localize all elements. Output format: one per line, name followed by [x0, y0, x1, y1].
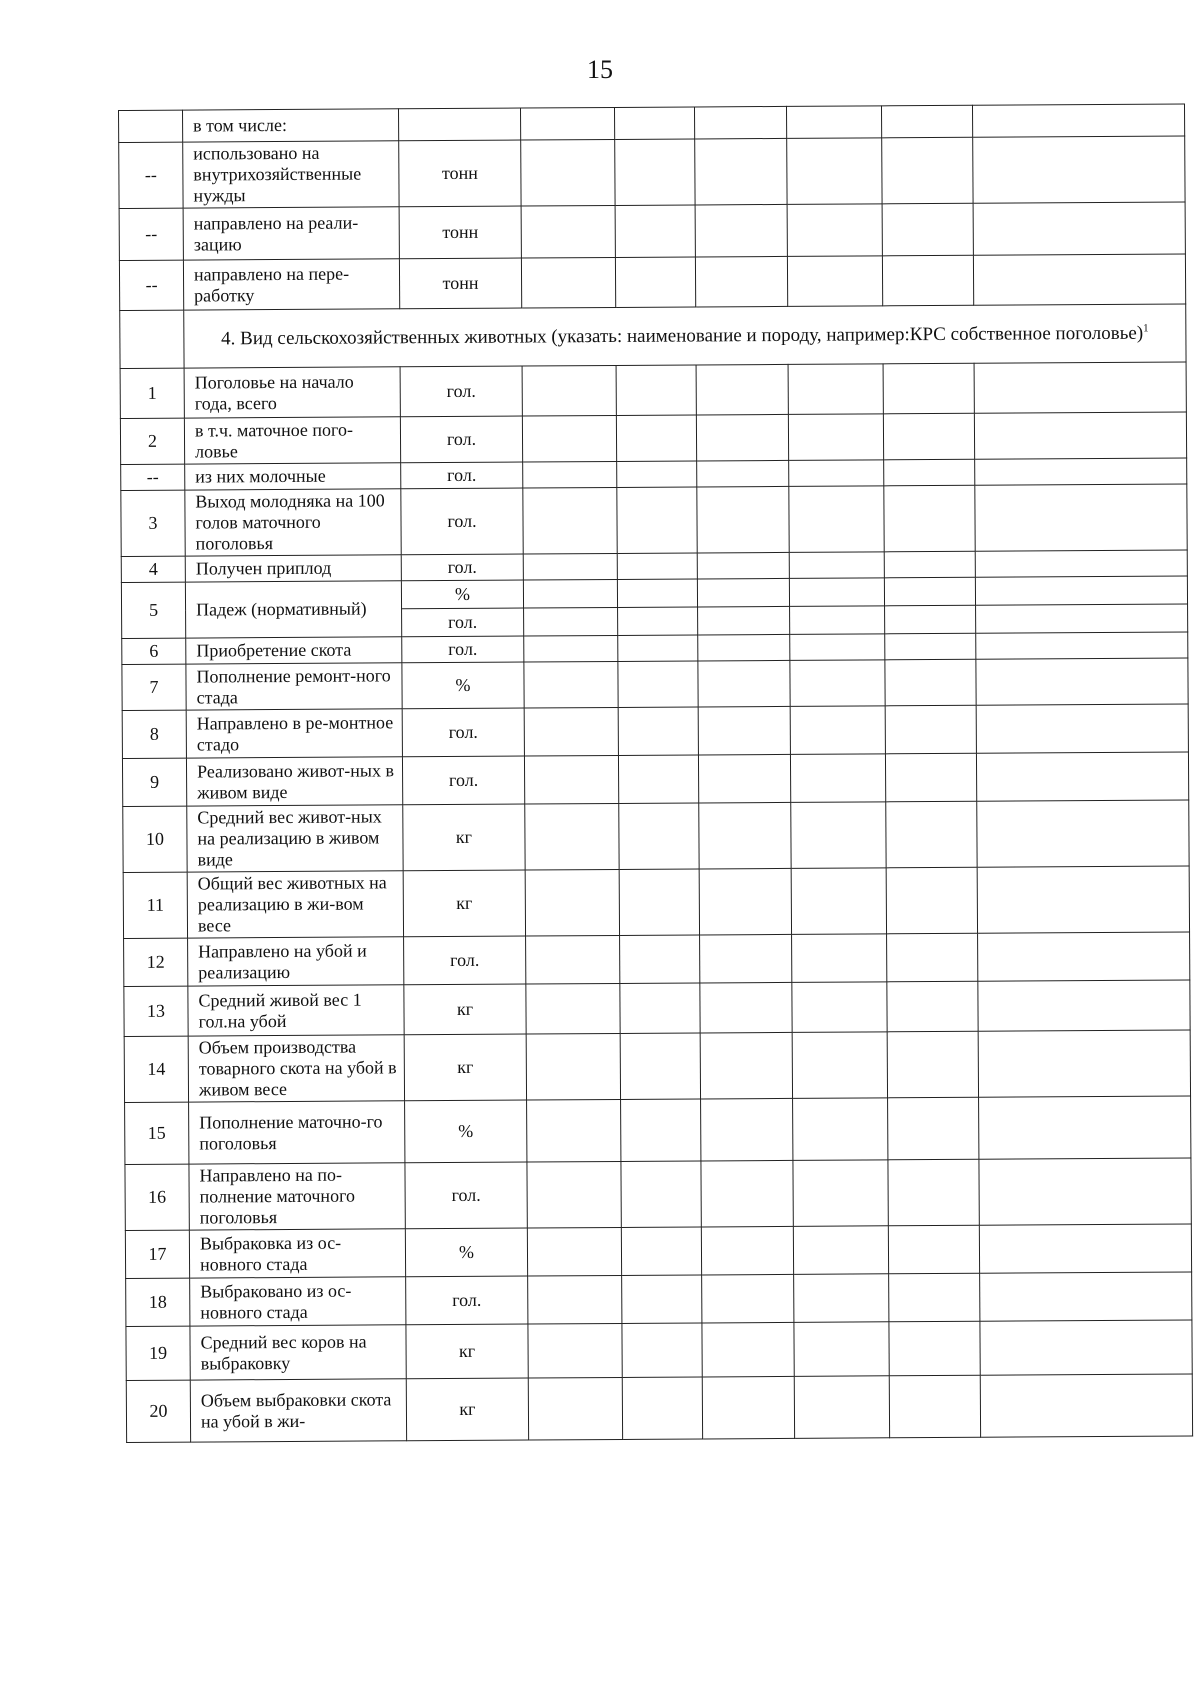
value-cell[interactable]: [979, 1224, 1191, 1273]
value-cell[interactable]: [882, 137, 973, 204]
value-cell[interactable]: [791, 802, 886, 869]
value-cell[interactable]: [615, 139, 695, 205]
indicator-name: Средний живой вес 1 гол.на убой: [188, 985, 404, 1036]
value-cell[interactable]: [885, 705, 976, 754]
value-cell[interactable]: [523, 553, 617, 580]
table-row: [124, 932, 1190, 987]
value-cell[interactable]: [794, 1376, 889, 1439]
value-cell[interactable]: [620, 1033, 700, 1099]
unit-cell: гол.: [400, 416, 522, 463]
value-cell[interactable]: [976, 632, 1188, 659]
value-cell[interactable]: [975, 576, 1187, 605]
indicator-name: в т.ч. маточное пого-ловье: [184, 417, 400, 464]
table-row: [124, 980, 1190, 1037]
value-cell[interactable]: [618, 755, 698, 803]
value-cell[interactable]: [790, 606, 885, 635]
value-cell[interactable]: [792, 1032, 887, 1099]
value-cell[interactable]: [616, 365, 696, 415]
value-cell[interactable]: [698, 706, 790, 755]
value-cell[interactable]: [617, 553, 697, 579]
value-cell[interactable]: [792, 934, 887, 983]
value-cell[interactable]: [789, 486, 884, 553]
indicator-name: Направлено в ре-монтное стадо: [186, 709, 402, 758]
value-cell[interactable]: [980, 1320, 1192, 1375]
value-cell[interactable]: [884, 459, 975, 486]
indicator-name: Получен приплод: [185, 555, 401, 582]
value-cell[interactable]: [976, 752, 1188, 801]
value-cell[interactable]: [884, 485, 975, 552]
value-cell[interactable]: [974, 362, 1186, 413]
value-cell[interactable]: [885, 633, 976, 660]
value-cell[interactable]: [701, 1226, 793, 1275]
value-cell[interactable]: [974, 412, 1186, 459]
table-row: [120, 362, 1186, 419]
value-cell[interactable]: [697, 552, 789, 579]
value-cell[interactable]: [702, 1322, 794, 1377]
value-cell[interactable]: [527, 1099, 621, 1162]
value-cell[interactable]: [619, 803, 699, 869]
value-cell[interactable]: [614, 107, 694, 139]
table-row: [121, 484, 1187, 557]
value-cell[interactable]: [973, 136, 1185, 203]
row-number: 3: [121, 490, 185, 556]
value-cell[interactable]: [698, 634, 790, 661]
section-header-row: [120, 304, 1186, 369]
indicator-name: направлено на пере-работку: [183, 259, 399, 310]
value-cell[interactable]: [786, 106, 881, 139]
value-cell[interactable]: [794, 1322, 889, 1377]
value-cell[interactable]: [790, 706, 885, 755]
value-cell[interactable]: [617, 487, 697, 553]
row-number: [119, 110, 183, 142]
indicator-name: Направлено на убой и реализацию: [188, 937, 404, 986]
value-cell[interactable]: [883, 413, 974, 460]
row-number: 13: [124, 986, 188, 1036]
indicator-name: Средний вес коров на выбраковку: [190, 1325, 406, 1380]
row-number: 11: [123, 872, 187, 938]
value-cell[interactable]: [526, 983, 620, 1034]
unit-cell: гол.: [401, 462, 523, 489]
value-cell[interactable]: [881, 105, 972, 138]
table-row: [125, 1158, 1191, 1231]
table-row: [126, 1374, 1192, 1443]
indicator-name: использовано на внутрихозяйственные нужды: [183, 141, 399, 208]
value-cell[interactable]: [521, 139, 615, 206]
value-cell[interactable]: [616, 415, 696, 461]
value-cell[interactable]: [617, 579, 697, 607]
value-cell[interactable]: [792, 982, 887, 1033]
indicator-name: Объем выбраковки скота на убой в жи-: [190, 1379, 406, 1442]
indicator-name: Пополнение маточно-го поголовья: [189, 1101, 405, 1164]
value-cell[interactable]: [700, 982, 792, 1033]
value-cell[interactable]: [528, 1377, 622, 1440]
value-cell[interactable]: [700, 1032, 792, 1099]
row-number: 6: [122, 638, 186, 664]
row-number: 14: [124, 1036, 188, 1102]
value-cell[interactable]: [791, 868, 886, 935]
unit-cell: %: [405, 1228, 527, 1277]
value-cell[interactable]: [618, 707, 698, 755]
value-cell[interactable]: [889, 1321, 980, 1376]
value-cell[interactable]: [975, 458, 1187, 485]
value-cell[interactable]: [975, 550, 1187, 577]
value-cell[interactable]: [702, 1376, 794, 1439]
value-cell[interactable]: [977, 866, 1189, 933]
indicator-name: Выбраковано из ос-новного стада: [190, 1277, 406, 1326]
value-cell[interactable]: [888, 1097, 979, 1160]
value-cell[interactable]: [520, 107, 614, 140]
unit-cell: %: [402, 662, 524, 709]
value-cell[interactable]: [525, 803, 619, 870]
indicator-name: Реализовано живот-ных в живом виде: [186, 757, 402, 806]
value-cell[interactable]: [979, 1096, 1191, 1159]
value-cell[interactable]: [793, 1226, 888, 1275]
row-number: --: [121, 464, 185, 490]
indicator-name: направлено на реали-зацию: [183, 207, 399, 260]
row-number: 12: [124, 938, 188, 986]
value-cell[interactable]: [698, 660, 790, 707]
unit-cell: тонн: [399, 206, 521, 259]
indicator-name: Выбраковка из ос-новного стада: [189, 1229, 405, 1278]
table-row: [122, 752, 1188, 807]
value-cell[interactable]: [882, 255, 973, 306]
indicator-name: Направлено на по-полнение маточного поголовья: [189, 1163, 405, 1230]
value-cell[interactable]: [696, 364, 788, 415]
value-cell[interactable]: [697, 460, 789, 487]
value-cell[interactable]: [888, 1225, 979, 1274]
value-cell[interactable]: [522, 415, 616, 462]
unit-cell: кг: [403, 870, 525, 937]
value-cell[interactable]: [521, 205, 615, 258]
value-cell[interactable]: [528, 1275, 622, 1324]
value-cell[interactable]: [789, 578, 884, 607]
value-cell[interactable]: [702, 1274, 794, 1323]
value-cell[interactable]: [524, 661, 618, 708]
unit-cell: гол.: [404, 936, 526, 985]
value-cell[interactable]: [889, 1273, 980, 1322]
value-cell[interactable]: [528, 1323, 622, 1378]
table-row: [123, 800, 1189, 873]
row-number: 4: [121, 556, 185, 582]
row-number: --: [119, 142, 183, 208]
unit-cell: гол.: [402, 708, 524, 757]
row-number: 2: [120, 418, 184, 464]
value-cell[interactable]: [617, 461, 697, 487]
value-cell[interactable]: [615, 257, 695, 307]
unit-cell: %: [401, 580, 523, 609]
value-cell[interactable]: [620, 983, 700, 1033]
row-number: 18: [126, 1278, 190, 1326]
value-cell[interactable]: [522, 365, 616, 416]
value-cell[interactable]: [976, 704, 1188, 753]
value-cell[interactable]: [789, 460, 884, 487]
unit-cell: %: [405, 1100, 527, 1163]
value-cell[interactable]: [620, 935, 700, 983]
value-cell[interactable]: [525, 869, 619, 936]
indicator-name: в том числе:: [183, 109, 399, 142]
value-cell[interactable]: [698, 754, 790, 803]
row-number: 8: [122, 710, 186, 758]
value-cell[interactable]: [790, 754, 885, 803]
value-cell[interactable]: [526, 935, 620, 984]
value-cell[interactable]: [618, 661, 698, 707]
unit-cell: тонн: [399, 140, 521, 207]
value-cell[interactable]: [885, 753, 976, 802]
value-cell[interactable]: [883, 363, 974, 414]
value-cell[interactable]: [527, 1161, 621, 1228]
value-cell[interactable]: [787, 138, 882, 205]
value-cell[interactable]: [793, 1160, 888, 1227]
unit-cell: гол.: [402, 608, 524, 637]
table-row: [123, 866, 1189, 939]
value-cell[interactable]: [886, 801, 977, 868]
value-cell[interactable]: [978, 932, 1190, 981]
section-title: 4. Вид сельскохозяйственных животных (указать: наименование и породу, например:КРС собственное поголовье): [221, 322, 1144, 349]
value-cell[interactable]: [622, 1275, 702, 1323]
value-cell[interactable]: [698, 606, 790, 635]
row-number: 7: [122, 664, 186, 710]
row-number: 15: [125, 1102, 189, 1164]
value-cell[interactable]: [621, 1099, 701, 1161]
value-cell[interactable]: [696, 414, 788, 461]
table-row: [125, 1224, 1191, 1279]
value-cell[interactable]: [884, 577, 975, 606]
unit-cell: гол.: [401, 554, 523, 581]
unit-cell: кг: [404, 984, 526, 1035]
value-cell[interactable]: [621, 1161, 701, 1227]
value-cell[interactable]: [521, 257, 615, 308]
unit-cell: тонн: [399, 258, 521, 309]
value-cell[interactable]: [976, 658, 1188, 705]
value-cell[interactable]: [887, 933, 978, 982]
value-cell[interactable]: [699, 802, 791, 869]
unit-cell: гол.: [402, 636, 524, 663]
value-cell[interactable]: [527, 1227, 621, 1276]
value-cell[interactable]: [793, 1098, 888, 1161]
unit-cell: кг: [403, 804, 525, 871]
value-cell[interactable]: [694, 106, 786, 139]
indicator-name: Пополнение ремонт-ного стада: [186, 663, 402, 710]
unit-cell: гол.: [402, 756, 524, 805]
value-cell[interactable]: [888, 1159, 979, 1226]
form-sheet: [118, 103, 1192, 1442]
value-cell[interactable]: [794, 1274, 889, 1323]
value-cell[interactable]: [615, 205, 695, 257]
table-row: [119, 136, 1185, 209]
row-number: 10: [123, 806, 187, 872]
value-cell[interactable]: [976, 604, 1188, 633]
value-cell[interactable]: [980, 1272, 1192, 1321]
table-row: [119, 254, 1185, 311]
value-cell[interactable]: [887, 981, 978, 1032]
indicator-name: Падеж (нормативный): [185, 581, 401, 638]
value-cell[interactable]: [980, 1374, 1192, 1437]
value-cell[interactable]: [622, 1323, 702, 1377]
value-cell[interactable]: [886, 867, 977, 934]
value-cell[interactable]: [619, 869, 699, 935]
table-row: [122, 658, 1188, 711]
table-row: [119, 202, 1185, 261]
value-cell[interactable]: [977, 800, 1189, 867]
indicator-name: Приобретение скота: [186, 637, 402, 664]
table-row: [122, 704, 1188, 759]
row-number: 9: [122, 758, 186, 806]
unit-cell: кг: [406, 1378, 528, 1441]
row-number: --: [119, 260, 183, 310]
value-cell[interactable]: [524, 607, 618, 636]
page-number: 15: [587, 55, 613, 84]
indicator-name: Объем производства товарного скота на убой в живом весе: [188, 1035, 404, 1102]
row-number: --: [119, 208, 183, 260]
value-cell[interactable]: [978, 1030, 1190, 1097]
unit-cell: кг: [404, 1034, 526, 1101]
row-number: 1: [120, 368, 184, 418]
value-cell[interactable]: [697, 486, 789, 553]
unit-cell: кг: [406, 1324, 528, 1379]
value-cell[interactable]: [523, 579, 617, 608]
value-cell[interactable]: [973, 202, 1185, 255]
value-cell[interactable]: [978, 980, 1190, 1031]
value-cell[interactable]: [889, 1375, 980, 1438]
value-cell[interactable]: [975, 484, 1187, 551]
value-cell[interactable]: [697, 578, 789, 607]
table-row: [125, 1096, 1191, 1165]
section-title-cell: [184, 304, 1186, 368]
row-number: 16: [125, 1164, 189, 1230]
value-cell[interactable]: [787, 256, 882, 307]
value-cell[interactable]: [973, 254, 1185, 305]
value-cell[interactable]: [695, 204, 787, 257]
value-cell[interactable]: [523, 487, 617, 554]
value-cell[interactable]: [972, 104, 1184, 137]
footnote-mark: 1: [1143, 321, 1149, 334]
value-cell[interactable]: [787, 204, 882, 257]
row-number: 19: [126, 1326, 190, 1380]
value-cell[interactable]: [882, 203, 973, 256]
unit-cell: гол.: [400, 366, 522, 417]
value-cell[interactable]: [885, 605, 976, 634]
value-cell[interactable]: [524, 755, 618, 804]
value-cell[interactable]: [790, 634, 885, 661]
table-row: [124, 1030, 1190, 1103]
value-cell[interactable]: [701, 1160, 793, 1227]
unit-cell: гол.: [405, 1162, 527, 1229]
value-cell[interactable]: [788, 364, 883, 415]
value-cell[interactable]: [700, 934, 792, 983]
value-cell[interactable]: [884, 551, 975, 578]
value-cell[interactable]: [695, 256, 787, 307]
value-cell[interactable]: [790, 660, 885, 707]
row-number: 20: [126, 1380, 190, 1442]
indicator-name: из них молочные: [185, 463, 401, 490]
indicator-name: Поголовье на начало года, всего: [184, 367, 400, 418]
table-row: [126, 1320, 1192, 1381]
value-cell[interactable]: [526, 1033, 620, 1100]
value-cell[interactable]: [618, 635, 698, 661]
value-cell[interactable]: [979, 1158, 1191, 1225]
value-cell[interactable]: [887, 1031, 978, 1098]
unit-cell: гол.: [406, 1276, 528, 1325]
row-number: 17: [125, 1230, 189, 1278]
row-number: [120, 310, 184, 368]
value-cell[interactable]: [524, 707, 618, 756]
value-cell[interactable]: [523, 461, 617, 488]
livestock-table: [118, 103, 1193, 1442]
value-cell[interactable]: [699, 868, 791, 935]
value-cell[interactable]: [524, 635, 618, 662]
value-cell[interactable]: [885, 659, 976, 706]
value-cell[interactable]: [622, 1377, 702, 1439]
indicator-name: Выход молодняка на 100 голов маточного поголовья: [185, 489, 401, 556]
unit-cell: гол.: [401, 488, 523, 555]
value-cell[interactable]: [621, 1227, 701, 1275]
value-cell[interactable]: [618, 607, 698, 635]
table-row: [126, 1272, 1192, 1327]
value-cell[interactable]: [701, 1098, 793, 1161]
indicator-name: Общий вес животных на реализацию в жи-вом весе: [187, 871, 403, 938]
row-number: 5: [121, 582, 185, 638]
unit-cell: [398, 108, 520, 141]
indicator-name: Средний вес живот-ных на реализацию в живом виде: [187, 805, 403, 872]
table-row: [120, 412, 1186, 465]
value-cell[interactable]: [695, 138, 787, 205]
value-cell[interactable]: [788, 414, 883, 461]
value-cell[interactable]: [789, 552, 884, 579]
